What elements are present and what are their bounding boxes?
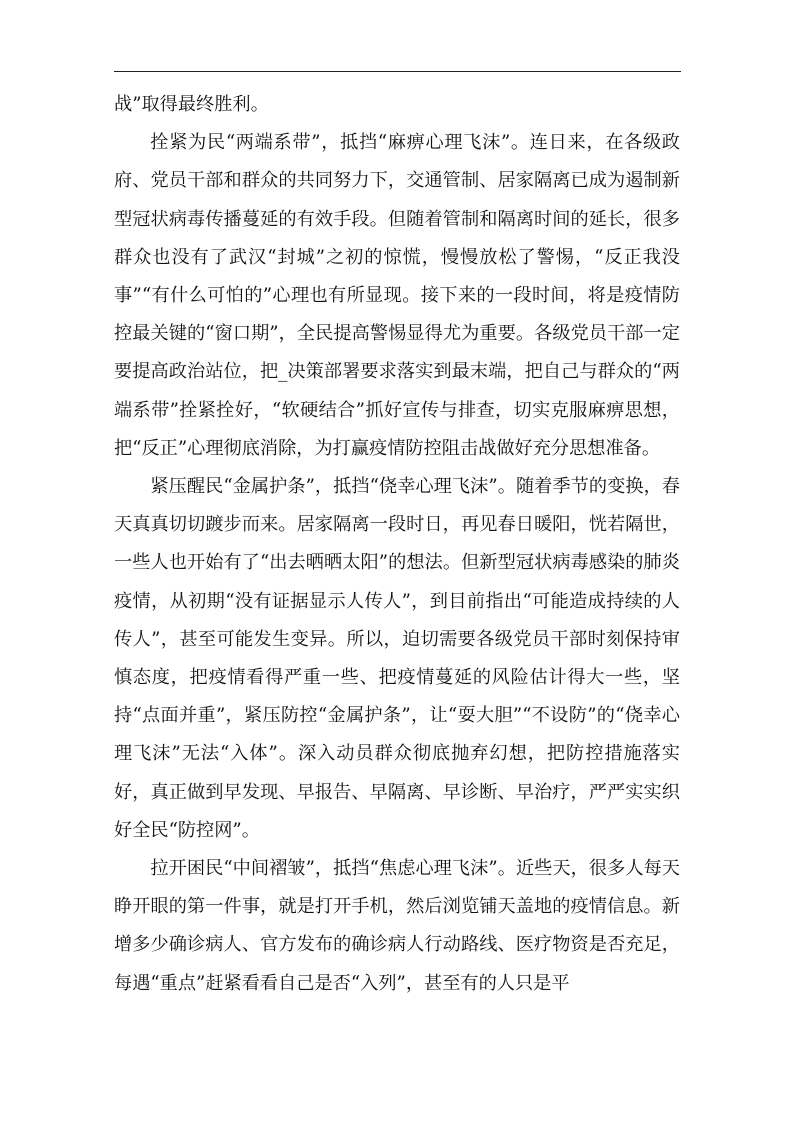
paragraph-metal-strip: 紧压醒民“金属护条”，抵挡“侥幸心理飞沫”。随着季节的变换，春天真真切切踱步而来。居家隔离一段时日，再见春日暖阳，恍若隔世，一些人也开始有了“出去晒晒太阳”的想法。但新型冠状病毒感染的肺炎疫情，从初期“没有证据显示人传人”，到目前指出“可能造成持续的人传人”，甚至可能发生变异。所以，迫切需要各级党员干部时刻保持审慎态度，把疫情看得严重一些、把疫情蔓延的风险估计得大一些，坚持“点面并重”，紧压防控“金属护条”，让“耍大胆”“不设防”的“侥幸心理飞沫”无法“入体”。深入动员群众彻底抛弃幻想，把防控措施落实好，真正做到早发现、早报告、早隔离、早诊断、早治疗，严严实实织好全民“防控网”。 <box>114 476 680 841</box>
paragraph-middle-fold: 拉开困民“中间褶皱”，抵挡“焦虑心理飞沫”。近些天，很多人每天睁开眼的第一件事，就是打开手机，然后浏览铺天盖地的疫情信息。新增多少确诊病人、官方发布的确诊病人行动路线、医疗物资是否充足，每遇“重点”赶紧看看自己是否“入列”，甚至有的人只是平 <box>114 858 680 994</box>
paragraph-two-ends: 拴紧为民“两端系带”，抵挡“麻痹心理飞沫”。连日来，在各级政府、党员干部和群众的共同努力下，交通管制、居家隔离已成为遏制新型冠状病毒传播蔓延的有效手段。但随着管制和隔离时间的延长，很多群众也没有了武汉“封城”之初的惊慌，慢慢放松了警惕，“反正我没事”“有什么可怕的”心理也有所显现。接下来的一段时间，将是疫情防控最关键的“窗口期”，全民提高警惕显得尤为重要。各级党员干部一定要提高政治站位，把_决策部署要求落实到最末端，把自己与群众的“两端系带”拴紧拴好，“软硬结合”抓好宣传与排查，切实克服麻痹思想，把“反正”心理彻底消除，为打赢疫情防控阻击战做好充分思想准备。 <box>114 132 680 459</box>
document-body <box>114 86 680 1003</box>
header-rule <box>114 71 681 72</box>
paragraph-continuation: 战”取得最终胜利。 <box>114 94 269 115</box>
